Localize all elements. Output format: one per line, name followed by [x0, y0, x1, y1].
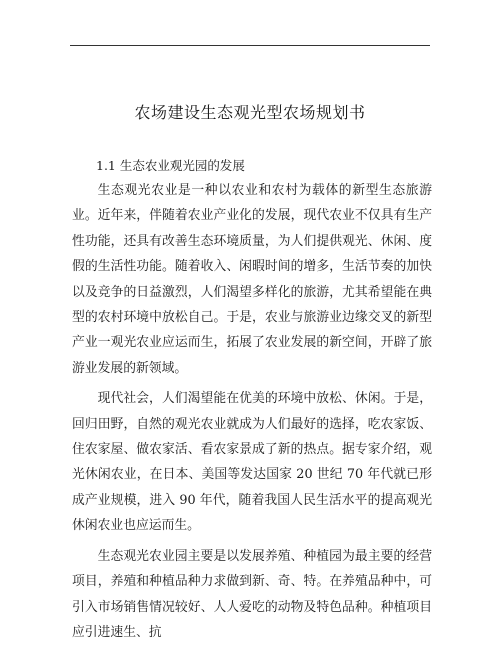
section-heading: 1.1 生态农业观光园的发展	[96, 158, 245, 173]
paragraph: 生态观光农业是一种以农业和农村为载体的新型生态旅游业。近年来，伴随着农业产业化的发展，现代农业不仅具有生产性功能，还具有改善生态环境质量，为人们提供观光、休闲、度假的生活性功能。随着收入、闲暇时间的增多，生活节奏的加快以及竞争的日益激烈，人们渴望多样化的旅游，尤其希望能在典型的农村环境中放松自己。于是，农业与旅游业边缘交叉的新型产业一观光农业应运而生，拓展了农业发展的新空间，开辟了旅游业发展的新领域。	[72, 183, 432, 376]
header-rule	[70, 45, 430, 46]
paragraph: 现代社会，人们渴望能在优美的环境中放松、休闲。于是，回归田野，自然的观光农业就成为人们最好的选择，吃农家饭、住农家屋、做农家活、看农家景成了新的热点。据专家介绍，观光休闲农业，在日本、美国等发达国家 20 世纪 70 年代就已形成产业规模，进入 90 年代，随着我国人民生活水平的提高观光休闲农业也应运而生。	[72, 391, 432, 534]
document-body	[72, 178, 432, 650]
paragraph: 生态观光农业园主要是以发展养殖、种植园为最主要的经营项目，养殖和种植品种力求做到新、奇、特。在养殖品种中，可引入市场销售情况较好、人人爱吃的动物及特色品种。种植项目应引进速生、抗	[72, 548, 432, 640]
document-title: 农场建设生态观光型农场规划书	[134, 103, 366, 122]
